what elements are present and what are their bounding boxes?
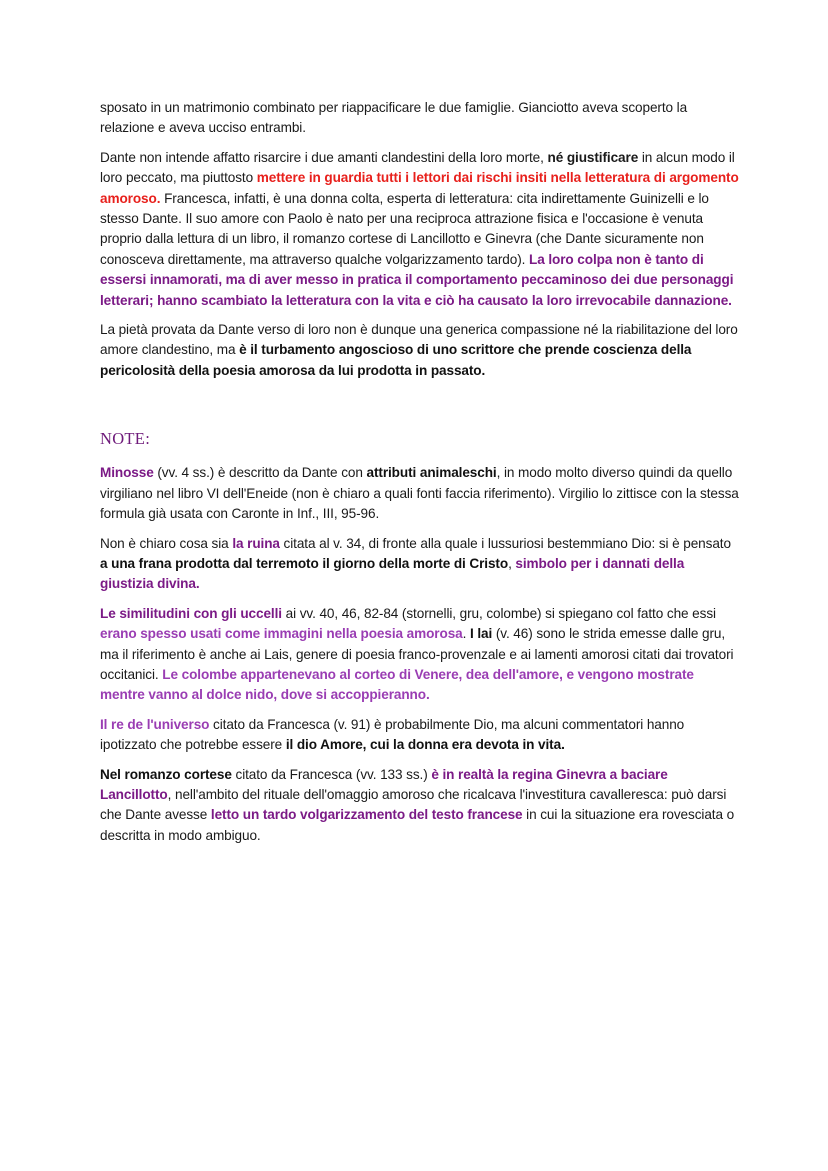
purple-highlight: La loro colpa non è tanto di essersi innamorati, ma di aver messo in pratica il comportamento peccaminoso dei due personaggi letterari; hanno scambiato la letteratura con la vita e ciò ha causato la loro irrevocabile dannazione.	[100, 251, 734, 308]
lavender-highlight: erano spesso usati come immagini nella poesia amorosa	[100, 626, 463, 642]
text-run: Francesca, infatti, è una donna colta, esperta di letteratura: cita indirettamente Guinizelli e lo stesso Dante. Il suo amore con Paolo è nato per una reciproca attrazione fisica e l'occasione è venuta proprio dalla lettura di un libro, il romanzo cortese di Lancillotto e Ginevra (che Dante sicuramente non conosceva direttamente, ma attraverso qualche volgarizzamento tardo).	[100, 190, 709, 267]
bold-text: a una frana prodotta dal terremoto il giorno della morte di Cristo	[100, 555, 509, 571]
red-highlight: mettere in guardia tutti i lettori dai rischi insiti nella letteratura di argomento amoroso.	[100, 170, 739, 206]
note-minosse	[100, 463, 740, 524]
paragraph-1	[100, 98, 740, 139]
text-run: , in modo molto diverso quindi da quello virgiliano nel libro VI dell'Eneide (non è chiaro a quali fonti faccia riferimento). Virgilio lo zittisce con la stessa formula già usata con Caronte in Inf., III, 95-96.	[100, 465, 739, 522]
text-run: citata al v. 34, di fronte alla quale i lussuriosi bestemmiano Dio: si è pensato	[279, 535, 731, 551]
purple-highlight: è in realtà la regina Ginevra a baciare Lancillotto	[100, 766, 668, 802]
note-re-universo	[100, 715, 740, 756]
text-run: La pietà provata da Dante verso di loro non è dunque una generica compassione né la riabilitazione del loro amore clandestino, ma	[100, 322, 738, 358]
bold-text: né giustificare	[547, 149, 639, 165]
purple-highlight: la ruina	[232, 535, 280, 551]
text-run: Non è chiaro cosa sia	[100, 535, 233, 551]
lavender-highlight: Il re de l'universo	[100, 716, 210, 732]
bold-text: è il turbamento angoscioso di uno scrittore che prende coscienza della pericolosità della poesia amorosa da lui prodotta in passato.	[100, 342, 692, 378]
bold-text: Nel romanzo cortese	[100, 766, 232, 782]
text-run: (v. 46) sono le strida emesse dalle gru, ma il riferimento è anche ai Lais, genere di poesia franco-provenzale e ai lamenti amorosi citati dai trovatori occitanici.	[100, 626, 734, 682]
purple-highlight: Le similitudini con gli uccelli	[100, 605, 282, 621]
text-run: in alcun modo il loro peccato, ma piuttosto	[100, 149, 735, 186]
lavender-highlight: Le colombe appartenevano al corteo di Venere, dea dell'amore, e vengono mostrate mentre vanno al dolce nido, dove si accoppieranno.	[100, 666, 694, 703]
paragraph-2	[100, 148, 740, 311]
bold-text: attributi animaleschi	[366, 465, 497, 481]
text-run: citato da Francesca (vv. 133 ss.)	[231, 766, 432, 782]
purple-highlight: Minosse	[100, 465, 154, 481]
text-run: citato da Francesca (v. 91) è probabilmente Dio, ma alcuni commentatori hanno ipotizzato che potrebbe essere	[100, 716, 685, 753]
bold-text: il dio Amore, cui la donna era devota in vita.	[285, 737, 565, 753]
document-page	[100, 98, 740, 855]
text-run: sposato in un matrimonio combinato per riappacificare le due famiglie. Gianciotto aveva scoperto la relazione e aveva ucciso entrambi.	[100, 100, 688, 136]
note-romanzo-cortese	[100, 765, 740, 847]
purple-highlight: letto un tardo volgarizzamento del testo francese	[210, 807, 523, 823]
main-text	[100, 98, 740, 381]
paragraph-3	[100, 320, 740, 381]
text-run: ,	[508, 555, 516, 571]
text-run: , nell'ambito del rituale dell'omaggio amoroso che ricalcava l'investitura cavalleresca: può darsi che Dante avesse	[100, 786, 727, 823]
purple-highlight: simbolo per i dannati della giustizia divina.	[100, 555, 685, 592]
text-run: .	[462, 626, 470, 642]
notes-heading: NOTE:	[100, 429, 151, 449]
note-uccelli	[100, 604, 740, 706]
bold-text: I lai	[469, 626, 493, 642]
note-ruina	[100, 534, 740, 595]
text-run: ai vv. 40, 46, 82-84 (stornelli, gru, colombe) si spiegano col fatto che essi	[281, 605, 716, 621]
text-run: in cui la situazione era rovesciata o descritta in modo ambiguo.	[100, 807, 735, 843]
notes-section	[100, 463, 740, 846]
text-run: Dante non intende affatto risarcire i due amanti clandestini della loro morte,	[100, 149, 548, 165]
text-run: (vv. 4 ss.) è descritto da Dante con	[153, 465, 367, 481]
